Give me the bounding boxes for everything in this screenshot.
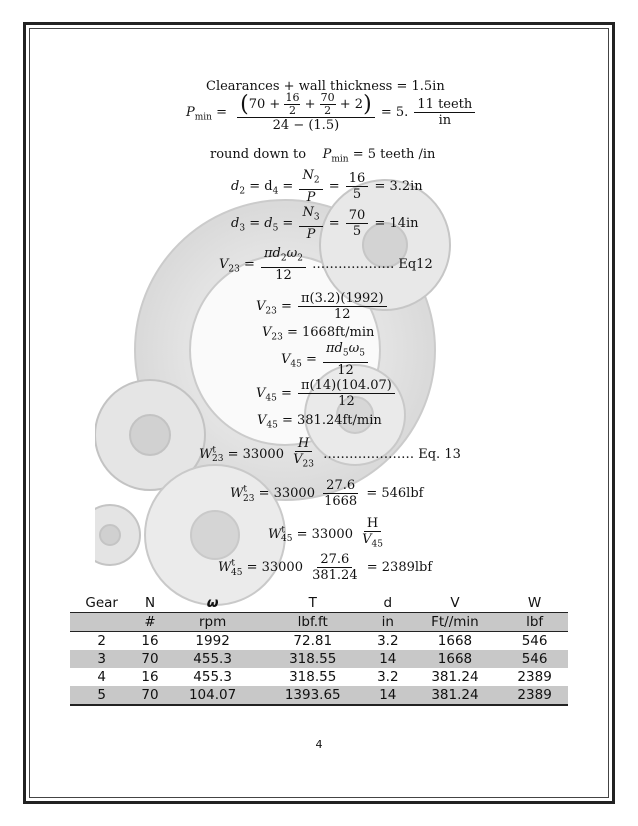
- v45-result: $V_{45} = 381.24ft/\min$: [257, 413, 382, 431]
- header-w: W: [501, 594, 568, 613]
- v45-formula: $V_{45}$ = $\frac{\pi d_5\omega_5}{12}$: [281, 341, 370, 378]
- table-cell: 455.3: [193, 669, 232, 685]
- table-cell: 14: [367, 686, 409, 705]
- table-cell: 2: [97, 633, 106, 649]
- table-cell: 70: [133, 686, 166, 705]
- unit-cell: #: [133, 613, 166, 632]
- unit-cell: lbf.ft: [259, 613, 367, 632]
- unit-cell: in: [367, 613, 409, 632]
- table-cell: 381.24: [431, 669, 479, 685]
- table-row: [70, 632, 568, 651]
- table-cell: 104.07: [167, 686, 259, 705]
- v23-result: $V_{23} = 1668ft/\min$: [262, 325, 375, 343]
- units-row: [70, 613, 568, 632]
- gear-table: [70, 594, 568, 706]
- table-row: [70, 668, 568, 686]
- table-cell: 381.24: [409, 686, 502, 705]
- unit-cell: rpm: [167, 613, 259, 632]
- table-cell: 72.81: [293, 633, 333, 649]
- table-cell: 455.3: [167, 650, 259, 668]
- table-cell: 1668: [437, 633, 473, 649]
- table-cell: 3.2: [377, 633, 399, 649]
- table-cell: 318.55: [289, 669, 337, 685]
- round-down-line: round down to $P_{min} = 5$ teeth /in: [210, 147, 436, 165]
- w23-substitution: $W^t_{23} = 33000$ $\frac{27.6}{1668}$ = 546lbf: [230, 478, 424, 509]
- table-row: [70, 650, 568, 668]
- table-cell: 1393.65: [259, 686, 367, 705]
- header-gear: Gear: [70, 594, 133, 613]
- unit-cell: [70, 613, 133, 632]
- table-cell: 3.2: [377, 669, 399, 685]
- header-v: V: [409, 594, 502, 613]
- d3-equation: $d_3 = d_5$ = $\frac{N_3}{P}$ = $\frac{70}{5}$ = 14in: [231, 205, 419, 242]
- table-cell: 3: [70, 650, 133, 668]
- header-omega: ω: [167, 594, 259, 613]
- table-cell: 4: [97, 669, 106, 685]
- table-cell: 16: [141, 633, 159, 649]
- header-t: T: [259, 594, 367, 613]
- w45-substitution: $W^t_{45} = 33000$ $\frac{27.6}{381.24}$ = 2389lbf: [218, 552, 433, 583]
- v45-substitution: $V_{45}$ = $\frac{\pi(14)(104.07)}{12}$: [256, 378, 397, 409]
- table-row: [70, 686, 568, 705]
- v23-substitution: $V_{23}$ = $\frac{\pi(3.2)(1992)}{12}$: [256, 291, 389, 322]
- table-cell: 5: [70, 686, 133, 705]
- v23-formula: $V_{23}$ = $\frac{\pi d_2\omega_2}{12}$ ………………. Eq12: [219, 246, 433, 283]
- tiny-gear: [95, 505, 140, 565]
- header-d: d: [367, 594, 409, 613]
- clearances-line: Clearances + wall thickness = 1.5in: [206, 79, 445, 94]
- table-cell: 318.55: [259, 650, 367, 668]
- table-cell: 70: [133, 650, 166, 668]
- page-number: 4: [315, 738, 323, 751]
- header-n: N: [133, 594, 166, 613]
- table-cell: 546: [521, 633, 548, 649]
- table-cell: 16: [141, 669, 159, 685]
- unit-cell: Ft//min: [409, 613, 502, 632]
- table-cell: 2389: [517, 669, 552, 685]
- table-header-row: [70, 594, 568, 613]
- d2-equation: $d_2 = d_4$ = $\frac{N_2}{P}$ = $\frac{16}{5}$ = 3.2in: [231, 168, 423, 205]
- table-cell: 1668: [409, 650, 502, 668]
- w45-formula: $W^t_{45} = 33000$ $\frac{H}{V_{45}}$: [268, 516, 383, 550]
- table-cell: 1992: [195, 633, 230, 649]
- unit-cell: lbf: [501, 613, 568, 632]
- table-cell: 2389: [501, 686, 568, 705]
- pmin-equation: $P_{min}$ = (70 + $\frac{16}{2}$ + $\frac{70}{2}$ + 2) 24 − (1.5) = 5. $\frac{\text{11 teeth}}{in}$: [186, 92, 477, 133]
- w23-formula: $W^t_{23} = 33000$ $\frac{H}{V_{23}}$ ………………… Eq. 13: [199, 436, 461, 470]
- table-cell: 546: [501, 650, 568, 668]
- table-cell: 14: [367, 650, 409, 668]
